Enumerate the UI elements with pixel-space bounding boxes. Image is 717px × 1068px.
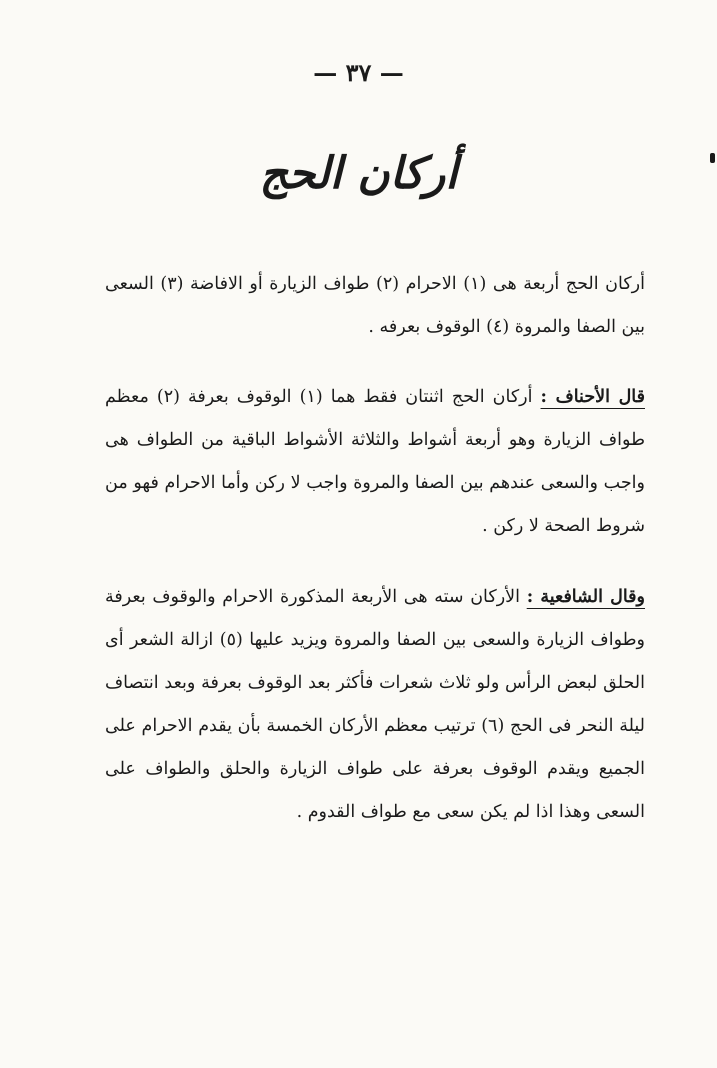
paragraph-body: أركان الحج أربعة هى (١) الاحرام (٢) طواف الزيارة أو الافاضة (٣) السعى بين الصفا والمروة (٤) الوقوف بعرفه . xyxy=(105,274,645,337)
paragraph-text xyxy=(105,263,645,349)
paragraph-body: أركان الحج اثنتان فقط هما (١) الوقوف بعرفة (٢) معظم طواف الزيارة وهو أربعة أشواط والثلاثة الأشواط الباقية من الطواف هى واجب والسعى عندهم بين الصفا والمروة واجب لا ركن وأما الاحرام فهو من شروط الصحة لا ركن . xyxy=(105,387,645,536)
paragraph-lead: قال الأحناف : xyxy=(540,387,645,407)
paragraph-text xyxy=(105,576,645,834)
paragraph-shafii xyxy=(105,576,645,834)
paragraph-hanafi xyxy=(105,376,645,548)
paragraph-lead: وقال الشافعية : xyxy=(526,587,646,607)
paragraph-text xyxy=(105,376,645,548)
paragraph-body: الأركان سته هى الأربعة المذكورة الاحرام والوقوف بعرفة وطواف الزيارة والسعى بين الصفا والمروة ويزيد عليها (٥) ازالة الشعر أى الحلق لبعض الرأس ولو ثلاث شعرات فأكثر بعد الوقوف بعرفة وبعد انتصاف ليلة النحر فى الحج (٦) ترتيب معظم الأركان الخمسة بأن يقدم الاحرام على الجميع ويقدم الوقوف بعرفة على طواف الزيارة والحلق والطواف على السعى وهذا اذا لم يكن سعى مع طواف القدوم . xyxy=(105,587,645,822)
chapter-title: أركان الحج xyxy=(259,148,458,199)
paragraph-pillars xyxy=(105,263,645,349)
page-number: — ٣٧ — xyxy=(313,58,404,87)
